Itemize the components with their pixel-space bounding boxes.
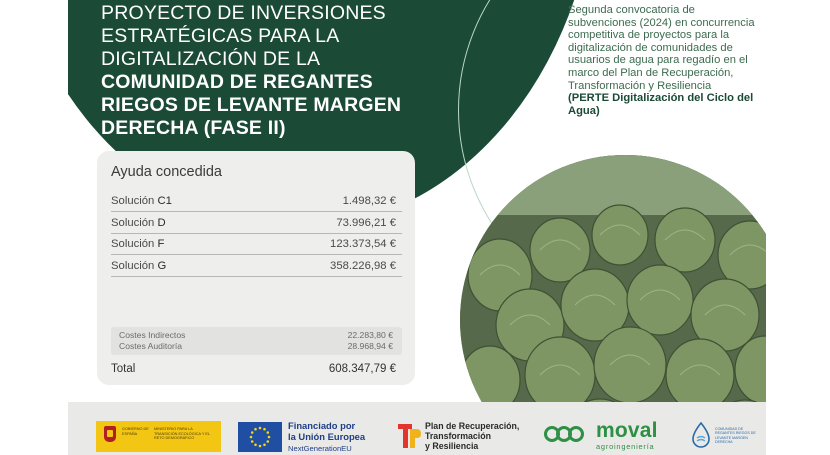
title-line-6: DERECHA (FASE II) xyxy=(101,117,286,139)
moval-logo xyxy=(544,419,674,453)
irrigators-community-text: COMUNIDAD DE REGANTES RIEGOS DE LEVANTE MARGEN DERECHA xyxy=(715,427,756,445)
moval-ring-icon xyxy=(568,426,584,442)
aid-heading: Ayuda concedida xyxy=(111,164,222,180)
aid-card xyxy=(97,151,415,385)
solution-prefix: Solución xyxy=(111,238,158,250)
cost-amount: 28.968,94 € xyxy=(347,341,393,351)
prtr-mark-icon xyxy=(397,423,421,449)
call-description xyxy=(568,4,764,117)
prtr-line-2: Transformación xyxy=(425,431,491,441)
solution-prefix: Solución xyxy=(111,260,158,272)
solution-label xyxy=(111,260,166,272)
solution-label xyxy=(111,217,166,229)
prtr-line-3: y Resiliencia xyxy=(425,441,479,451)
additional-costs xyxy=(111,327,402,355)
total-row xyxy=(111,361,402,379)
spain-government-logo xyxy=(96,421,221,452)
eu-line-2: la Unión Europea xyxy=(288,431,366,442)
solution-row xyxy=(111,212,402,234)
title-line-1: PROYECTO DE INVERSIONES xyxy=(101,2,386,24)
solution-amount: 123.373,54 € xyxy=(330,238,396,250)
cost-label: Costes Auditoría xyxy=(119,341,183,351)
solution-amount: 358.226,98 € xyxy=(330,260,396,272)
water-drop-icon xyxy=(690,422,712,448)
total-amount: 608.347,79 € xyxy=(328,363,396,375)
solution-label xyxy=(111,238,164,250)
solution-code: C1 xyxy=(157,195,172,207)
solution-label xyxy=(111,195,172,207)
spain-government-text: GOBIERNO DE ESPAÑA xyxy=(122,427,149,436)
eu-line-1: Financiado por xyxy=(288,420,356,431)
footer-logos xyxy=(68,402,766,455)
title-line-5: RIEGOS DE LEVANTE MARGEN xyxy=(101,94,402,116)
perte-label: (PERTE Digitalización del Ciclo del Agua) xyxy=(568,92,754,117)
cost-label: Costes Indirectos xyxy=(119,330,186,340)
project-title xyxy=(101,2,461,140)
solution-code: G xyxy=(157,260,167,272)
solution-amount: 1.498,32 € xyxy=(342,195,396,207)
eu-line-3: NextGenerationEU xyxy=(288,444,352,453)
ministry-text: MINISTERIO PARA LA TRANSICIÓN ECOLÓGICA Y EL RETO DEMOGRÁFICO xyxy=(154,427,210,441)
eu-funding-logo xyxy=(238,418,388,454)
moval-name: moval xyxy=(596,419,658,442)
cost-row xyxy=(119,330,395,341)
recovery-plan-logo xyxy=(397,419,537,451)
irrigators-community-logo xyxy=(690,420,760,450)
solution-code: D xyxy=(157,217,166,229)
cost-amount: 22.283,80 € xyxy=(347,330,393,340)
solution-code: F xyxy=(157,238,165,250)
prtr-line-1: Plan de Recuperación, xyxy=(425,421,520,431)
solution-prefix: Solución xyxy=(111,217,158,229)
moval-subtitle: agroingeniería xyxy=(596,442,655,451)
poster xyxy=(68,0,766,402)
title-line-2: ESTRATÉGICAS PARA LA xyxy=(101,25,340,47)
solution-row xyxy=(111,233,402,255)
recovery-plan-text xyxy=(425,421,519,451)
description-text: Segunda convocatoria de subvenciones (2024) en concurrencia competitiva de proyectos para la digitalización de comunidades de usuarios de agua para regadío en el marco del Plan de Recuperación, Transformación y Resiliencia xyxy=(568,4,755,92)
title-line-4: COMUNIDAD DE REGANTES xyxy=(101,71,373,93)
solution-amount: 73.996,21 € xyxy=(336,217,396,229)
coat-of-arms-icon xyxy=(104,426,116,442)
total-label: Total xyxy=(111,363,136,375)
cost-row xyxy=(119,341,395,352)
solution-row xyxy=(111,255,402,277)
title-line-3: DIGITALIZACIÓN DE LA xyxy=(101,48,321,70)
solution-prefix: Solución xyxy=(111,195,158,207)
solution-row xyxy=(111,190,402,212)
eu-flag-icon xyxy=(238,422,282,452)
